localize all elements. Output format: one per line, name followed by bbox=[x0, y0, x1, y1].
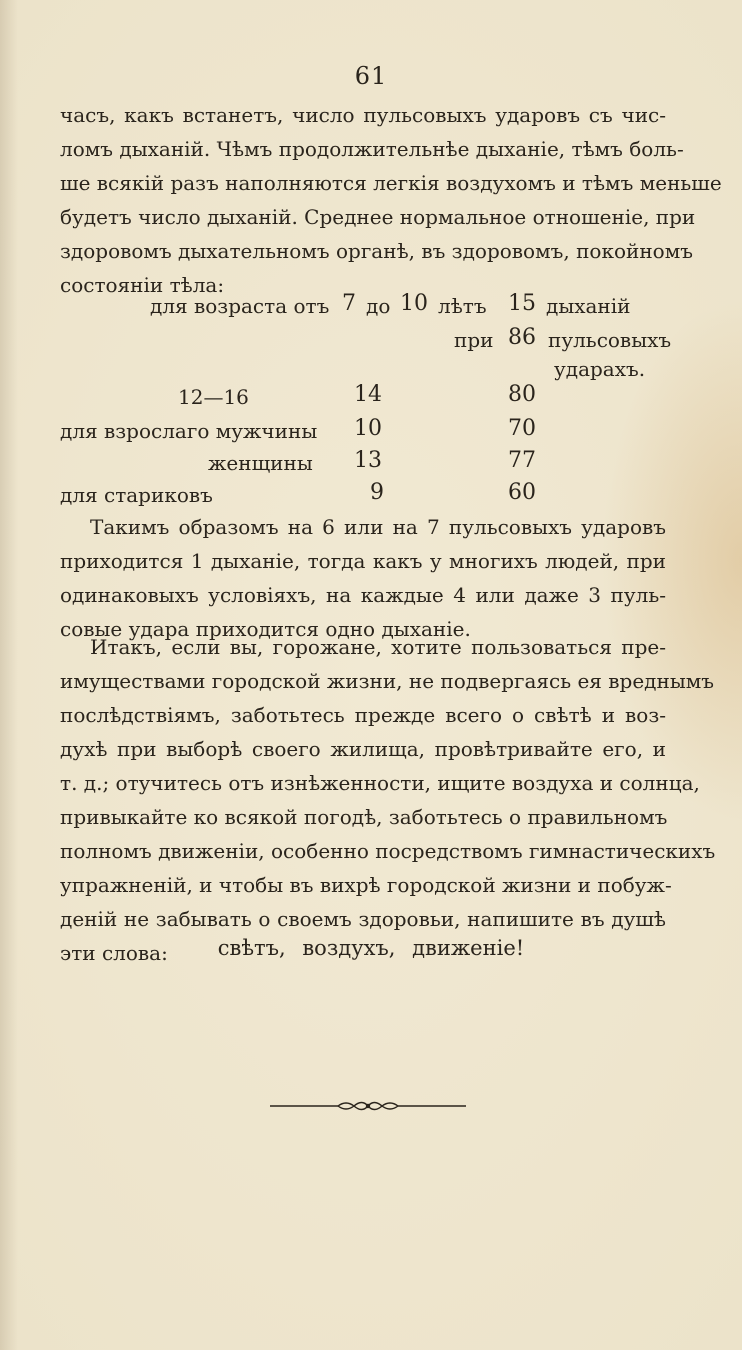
text-line: т. д.; отучитесь отъ изнѣженности, ищите воздуха и солнца, bbox=[60, 771, 700, 795]
text-line: привыкайте ко всякой погодѣ, заботьтесь о правильномъ bbox=[60, 805, 668, 829]
table-row1-label: для возраста отъ bbox=[150, 294, 330, 318]
table-row1-pri-word: при bbox=[454, 328, 494, 352]
table-row-breaths: 10 bbox=[354, 416, 382, 441]
page-edge-shadow bbox=[0, 0, 18, 1350]
table-row-breaths: 13 bbox=[354, 448, 382, 473]
text-line: послѣдствіямъ, заботьтесь прежде всего о свѣтѣ и воз- bbox=[60, 703, 666, 727]
table-row-breaths: 14 bbox=[354, 382, 382, 407]
table-row1-age-to: 10 bbox=[400, 291, 428, 316]
ornament-divider-icon bbox=[270, 1098, 466, 1114]
table-row1-pulse: 86 bbox=[508, 325, 536, 350]
table-row1-age-from: 7 bbox=[342, 291, 356, 316]
text-line: Такимъ образомъ на 6 или на 7 пульсовыхъ ударовъ bbox=[90, 515, 666, 539]
text-line: здоровомъ дыхательномъ органѣ, въ здоровомъ, покойномъ bbox=[60, 239, 693, 263]
table-row1-years-word: лѣтъ bbox=[438, 294, 487, 318]
paragraph-2 bbox=[60, 510, 666, 646]
text-line: имуществами городской жизни, не подвергаясь ея вреднымъ bbox=[60, 669, 715, 693]
text-line: будетъ число дыханій. Среднее нормальное отношеніе, при bbox=[60, 205, 696, 229]
text-line: ше всякій разъ наполняются легкія воздухомъ и тѣмъ меньше bbox=[60, 171, 722, 195]
motto: свѣтъ, воздухъ, движеніе! bbox=[217, 936, 525, 960]
table-row-pulse: 80 bbox=[508, 382, 536, 407]
table-row-breaths: 9 bbox=[370, 480, 384, 505]
table-row1-pulse-word: пульсовыхъ bbox=[548, 328, 672, 352]
text-line: эти слова: bbox=[60, 941, 168, 965]
table-row-pulse: 60 bbox=[508, 480, 536, 505]
table-row1-breaths-word: дыханій bbox=[546, 294, 631, 318]
text-line: духѣ при выборѣ своего жилища, провѣтривайте его, и bbox=[60, 737, 666, 761]
page-number: 61 bbox=[354, 62, 388, 90]
text-line: упражненій, и чтобы въ вихрѣ городской жизни и побуж- bbox=[60, 873, 672, 897]
table-row-label: для взрослаго мужчины bbox=[60, 419, 318, 443]
table-row-label: 12—16 bbox=[178, 385, 249, 409]
text-line: Итакъ, если вы, горожане, хотите пользоваться пре- bbox=[90, 635, 666, 659]
table-row-pulse: 70 bbox=[508, 416, 536, 441]
text-line: часъ, какъ встанетъ, число пульсовыхъ ударовъ съ чис- bbox=[60, 103, 666, 127]
table-row1-beats-word: ударахъ. bbox=[554, 357, 646, 381]
text-line: приходится 1 дыханіе, тогда какъ у многихъ людей, при bbox=[60, 549, 666, 573]
table-row1-breaths: 15 bbox=[508, 291, 536, 316]
text-line: совые удара приходится одно дыханіе. bbox=[60, 617, 471, 641]
table-row-pulse: 77 bbox=[508, 448, 536, 473]
paragraph-1 bbox=[60, 98, 722, 302]
text-line: одинаковыхъ условіяхъ, на каждые 4 или даже 3 пуль- bbox=[60, 583, 666, 607]
text-line: состояніи тѣла: bbox=[60, 273, 225, 297]
text-line: ломъ дыханій. Чѣмъ продолжительнѣе дыханіе, тѣмъ боль- bbox=[60, 137, 684, 161]
text-line: полномъ движеніи, особенно посредствомъ гимнастическихъ bbox=[60, 839, 716, 863]
table-row-label: для стариковъ bbox=[60, 483, 213, 507]
table-row1-to-word: до bbox=[366, 294, 391, 318]
table-row-label: женщины bbox=[208, 451, 313, 475]
text-line: деній не забывать о своемъ здоровьи, напишите въ душѣ bbox=[60, 907, 666, 931]
paragraph-3 bbox=[60, 630, 716, 970]
